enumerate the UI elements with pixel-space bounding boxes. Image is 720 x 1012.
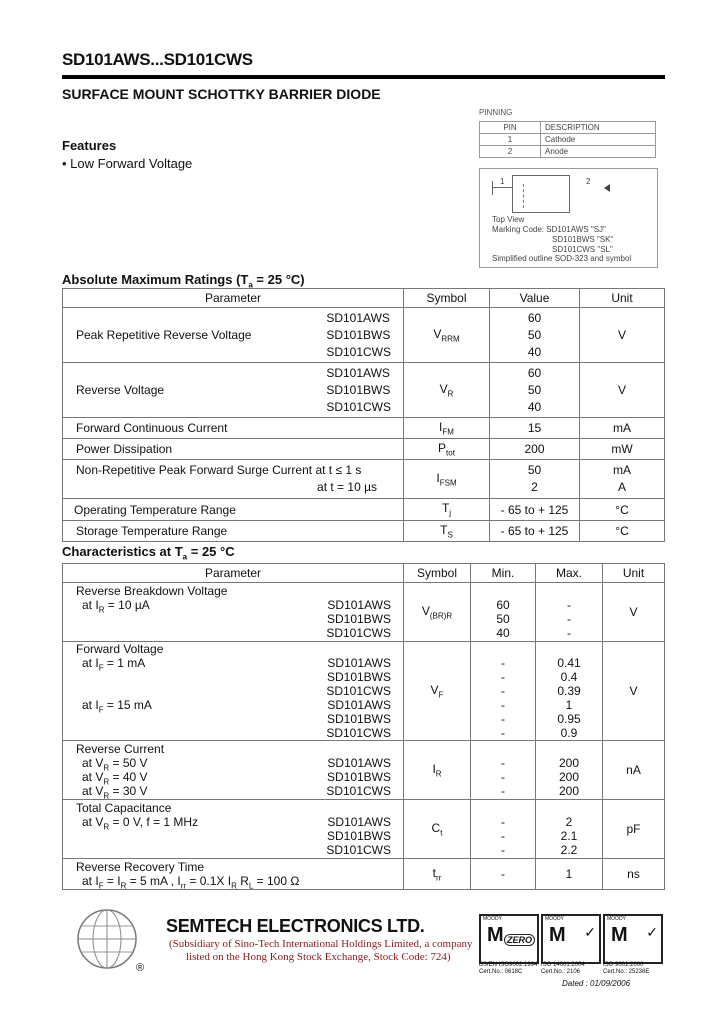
symbol: $P_{tot}$ <box>404 439 490 460</box>
unit: V <box>580 363 665 418</box>
min-list: - - - - - - <box>501 656 505 740</box>
symbol: $C_t$ <box>404 800 471 859</box>
chars-heading: Characteristics at $T_a = 25$ °C <box>62 544 235 562</box>
cert-number: Cert.No.: 2106 <box>541 969 581 975</box>
cert-number: Cert.No.: 25238E <box>603 969 650 975</box>
table-row: Reverse Current at $V_R = 50$ V SD101AWS at $V_R = 40$ V SD101BWS at $V_R = 30$ V SD101CWS $I_R$ - - - 200 200 200 nA <box>63 741 665 800</box>
outline-note: Simplified outline SOD-323 and symbol <box>492 254 632 263</box>
condition: at $V_R = 30$ V <box>82 784 148 801</box>
part-list: SD101AWS SD101BWS SD101CWS <box>326 310 391 359</box>
cert-caption: ISO 14001:2004 <box>541 962 585 968</box>
symbol: $T_S$ <box>404 521 490 542</box>
value-list: 50 2 <box>527 463 542 494</box>
doc-title: SD101AWS...SD101CWS <box>62 50 253 69</box>
symbol: $V_R$ <box>404 363 490 418</box>
pin-header: PIN <box>480 122 541 134</box>
value: - 65 to + 125 <box>490 499 580 521</box>
moody-mark-icon: M <box>487 924 504 946</box>
cert-number: Cert.No.: 0618C <box>479 969 523 975</box>
min-list: 60 50 40 <box>496 598 510 640</box>
param-name: Total Capacitance <box>76 801 172 815</box>
lead-icon <box>492 187 512 188</box>
marking-code-c: SD101CWS "SL" <box>552 245 613 254</box>
unit: V <box>603 642 665 741</box>
condition: at $I_R = 10$ µA <box>82 598 150 615</box>
symbol: $V_F$ <box>404 642 471 741</box>
max: 1 <box>536 859 603 890</box>
top-view-label: Top View <box>492 215 525 224</box>
moody-mark-icon: M <box>611 924 628 946</box>
pin-description: Anode <box>541 146 656 158</box>
unit: mA <box>580 418 665 439</box>
value-list: 60 50 40 <box>527 310 542 359</box>
unit: mW <box>580 439 665 460</box>
col-header: Value <box>490 289 580 308</box>
symbol: $I_{FSM}$ <box>404 460 490 499</box>
unit: V <box>580 308 665 363</box>
col-header: Symbol <box>404 289 490 308</box>
table-row <box>63 859 665 890</box>
table-row <box>63 499 665 521</box>
moody-cert-badge: MOODY M ZERO <box>479 914 539 964</box>
unit-list: mA A <box>613 463 631 494</box>
param-name: Storage Temperature Range <box>63 521 404 542</box>
table-row: Total Capacitance at $V_R = 0$ V, f = 1 MHz SD101AWS SD101BWS SD101CWS $C_t$ - - - 2 2.1 2.2 pF <box>63 800 665 859</box>
condition: at $I_F = 15$ mA <box>82 698 152 715</box>
param-name: Peak Repetitive Reverse Voltage <box>76 328 252 342</box>
unit: pF <box>603 800 665 859</box>
unit: °C <box>580 521 665 542</box>
value: 15 <box>490 418 580 439</box>
zero-badge: ZERO <box>504 934 535 946</box>
condition: at $I_F = I_R = 5$ mA , $I_{rr} = 0.1X$ $I_R$ $R_L = 100$ Ω <box>82 874 300 891</box>
symbol: $T_j$ <box>404 499 490 521</box>
param-name: Reverse Breakdown Voltage <box>76 584 228 598</box>
doc-subtitle: SURFACE MOUNT SCHOTTKY BARRIER DIODE <box>62 86 381 102</box>
param-name: Reverse Recovery Time <box>76 860 205 874</box>
symbol: $I_R$ <box>404 741 471 800</box>
dated-label: Dated : 01/09/2006 <box>562 979 631 988</box>
unit: ns <box>603 859 665 890</box>
unit: nA <box>603 741 665 800</box>
company-name: SEMTECH ELECTRONICS LTD. <box>166 916 425 936</box>
marking-code-b: SD101BWS "SK" <box>552 235 614 244</box>
col-header: Unit <box>580 289 665 308</box>
cert-caption: BS/EN ISO9002:1994 <box>479 962 538 968</box>
value: 200 <box>490 439 580 460</box>
desc-header: DESCRIPTION <box>541 122 656 134</box>
pin2-label: 2 <box>586 177 591 186</box>
cert-caption: ISO 9001:2000 <box>603 962 644 968</box>
param-name: Forward Continuous Current <box>63 418 404 439</box>
max-list: - - - <box>567 598 571 640</box>
table-row <box>63 460 665 499</box>
checkmark-icon: ✓ <box>646 924 658 940</box>
col-header: Min. <box>471 564 536 583</box>
marking-code-a: Marking Code: SD101AWS "SJ" <box>492 225 606 234</box>
semtech-globe-logo <box>76 908 138 970</box>
condition: at $I_F = 1$ mA <box>82 656 146 673</box>
pin1-label: 1 <box>500 177 505 186</box>
param-name: Reverse Voltage <box>76 383 165 397</box>
min-list: - - - <box>501 815 505 857</box>
checkmark-icon: ✓ <box>584 924 596 940</box>
pinning-table <box>479 121 656 158</box>
part-list: SD101AWS SD101BWS SD101CWS <box>326 365 391 414</box>
table-row <box>63 439 665 460</box>
lead-icon <box>492 181 493 195</box>
feature-item: • Low Forward Voltage <box>62 156 193 171</box>
max-list: 0.41 0.4 0.39 1 0.95 0.9 <box>557 656 581 740</box>
condition: at $V_R = 40$ V <box>82 770 148 787</box>
company-note-1: (Subsidiary of Sino-Tech International Holdings Limited, a company <box>169 938 473 950</box>
param-name: Reverse Current <box>76 742 165 756</box>
package-diagram <box>479 168 658 268</box>
pin-number: 1 <box>480 134 541 146</box>
title-rule <box>62 75 665 79</box>
condition: at $V_R = 0$ V, f = 1 MHz <box>82 815 199 832</box>
max-list: 200 200 200 <box>558 756 580 798</box>
col-header: Max. <box>536 564 603 583</box>
moody-cert-badge: MOODY M ✓ <box>541 914 601 964</box>
table-row <box>63 308 665 363</box>
param-name: Non-Repetitive Peak Forward Surge Current at t ≤ 1 s <box>76 463 362 477</box>
condition: at $V_R = 50$ V <box>82 756 148 773</box>
cathode-band <box>523 184 526 208</box>
value-list: 60 50 40 <box>527 365 542 414</box>
param-name: Forward Voltage <box>76 642 164 656</box>
param-name: Operating Temperature Range <box>63 499 404 521</box>
unit: V <box>603 583 665 642</box>
registered-mark: ® <box>136 962 145 974</box>
value: - 65 to + 125 <box>490 521 580 542</box>
table-row <box>63 418 665 439</box>
chars-table <box>62 563 665 890</box>
moody-mark-icon: M <box>549 924 566 946</box>
param-name-2: at t = 10 µs <box>317 480 377 494</box>
package-body <box>512 175 570 213</box>
symbol: $t_{rr}$ <box>404 859 471 890</box>
min: - <box>471 859 536 890</box>
pin-number: 2 <box>480 146 541 158</box>
table-row: Reverse Breakdown Voltage at $I_R = 10$ µA SD101AWS SD101BWS SD101CWS $V_{(BR)R}$ 60 50 40 - - - V <box>63 583 665 642</box>
symbol: $V_{(BR)R}$ <box>404 583 471 642</box>
features-heading: Features <box>62 138 117 153</box>
diode-symbol-icon <box>604 184 610 192</box>
symbol: $I_{FM}$ <box>404 418 490 439</box>
unit: °C <box>580 499 665 521</box>
moody-cert-badge: MOODY M ✓ <box>603 914 663 964</box>
table-row <box>63 363 665 418</box>
min-list: - - - <box>501 756 505 798</box>
col-header: Unit <box>603 564 665 583</box>
col-header: Parameter <box>63 564 404 583</box>
col-header: Parameter <box>63 289 404 308</box>
abs-max-heading: Absolute Maximum Ratings ($T_a = 25$ °C) <box>62 272 305 290</box>
abs-max-table <box>62 288 665 542</box>
max-list: 2 2.1 2.2 <box>560 815 578 857</box>
col-header: Symbol <box>404 564 471 583</box>
param-name: Power Dissipation <box>63 439 404 460</box>
pin-description: Cathode <box>541 134 656 146</box>
table-row: Forward Voltage at $I_F = 1$ mA SD101AWS SD101BWS SD101CWS at $I_F = 15$ mA SD101AWS SD101BWS SD101CWS $V_F$ - - - - - - 0.41 0.4 0.39 1 0.95 0.9 V <box>63 642 665 741</box>
company-note-2: listed on the Hong Kong Stock Exchange, Stock Code: 724) <box>186 951 451 963</box>
pinning-title: PINNING <box>479 108 513 117</box>
symbol: $V_{RRM}$ <box>404 308 490 363</box>
table-row <box>63 521 665 542</box>
